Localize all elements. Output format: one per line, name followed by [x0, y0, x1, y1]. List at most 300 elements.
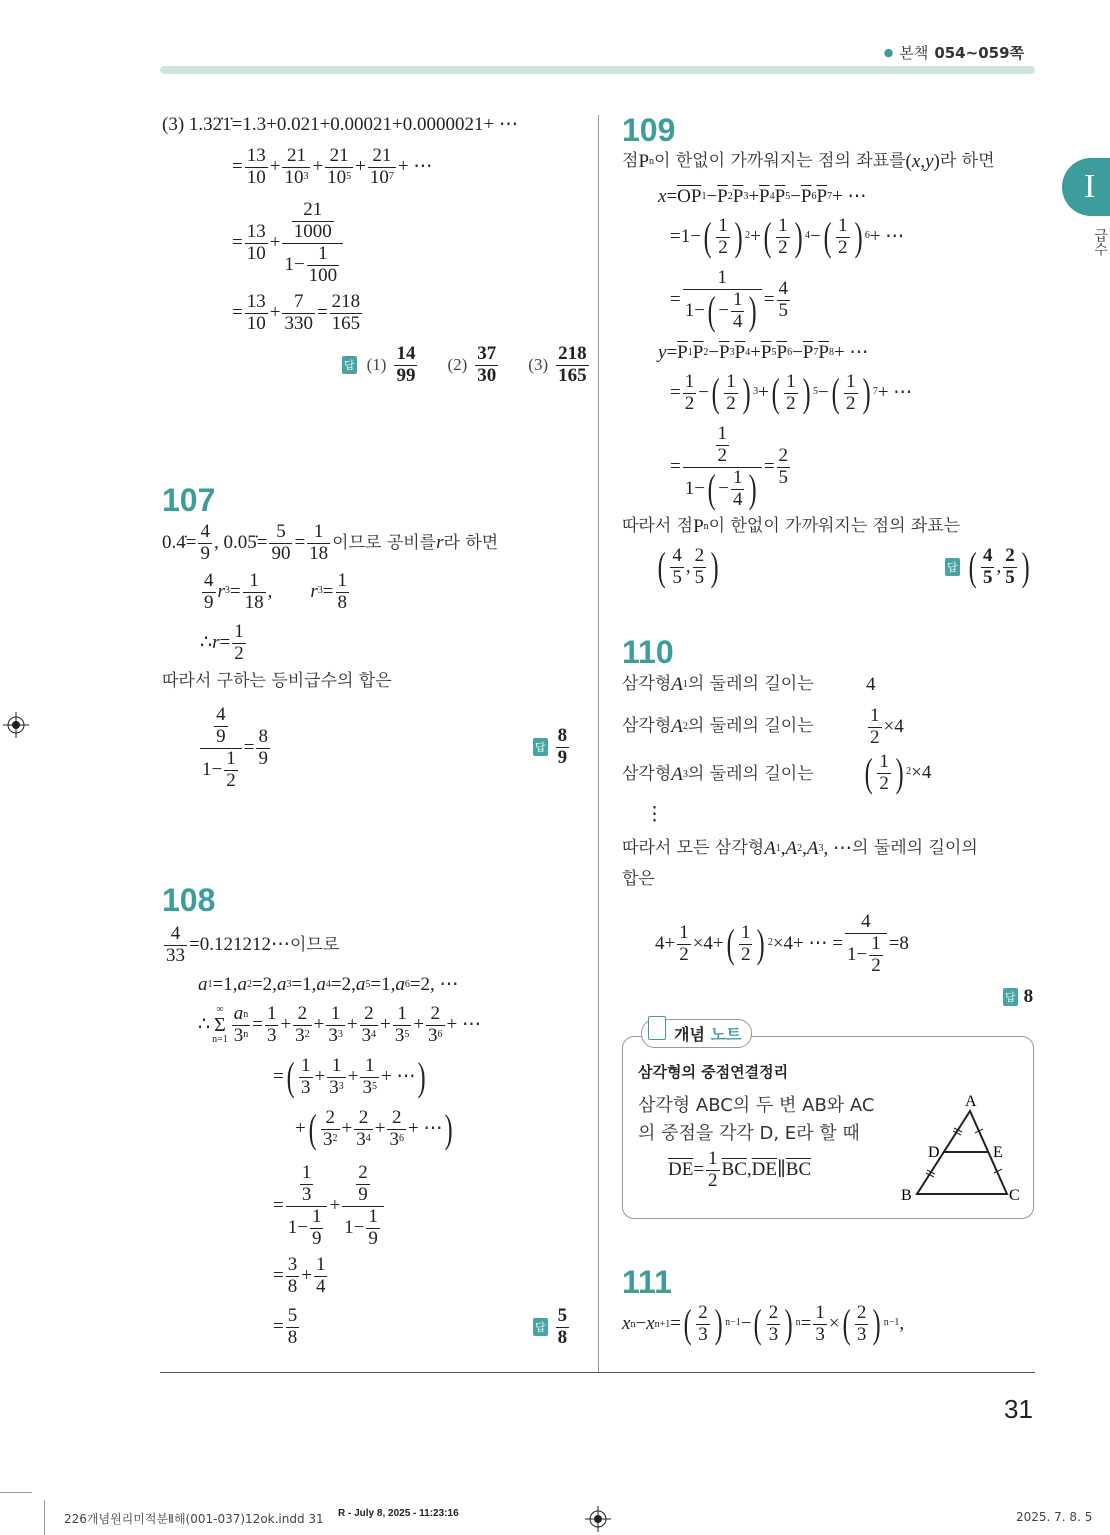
- overline-segment: $\overline{P}$: [760, 342, 772, 363]
- math-text: −: [740, 1313, 752, 1335]
- subscript: 2: [797, 843, 803, 855]
- math-text: 3: [856, 1323, 867, 1345]
- math-text: 1: [778, 215, 788, 236]
- numerator: [368, 146, 396, 168]
- math-text: 10: [246, 242, 266, 264]
- superscript: n−1: [725, 1316, 741, 1328]
- subscript: 3: [743, 191, 749, 203]
- subscript: 3: [286, 979, 292, 991]
- answer-fraction: [394, 344, 417, 387]
- parenthesized-group: [966, 546, 1032, 589]
- math-variable: A: [671, 716, 683, 737]
- math-text: 218: [331, 291, 361, 312]
- page-range: 054~059쪽: [934, 44, 1024, 62]
- math-text: 1: [364, 1055, 375, 1076]
- math-text: +: [312, 156, 324, 178]
- parenthesized-group: [840, 1303, 884, 1346]
- superscript: 6: [398, 1132, 404, 1144]
- math-text: 2: [430, 1003, 441, 1024]
- math-text: ∴: [198, 1014, 211, 1036]
- fraction: [393, 1004, 412, 1047]
- superscript: 2: [745, 229, 751, 241]
- p106-answer: [342, 344, 591, 387]
- math-variable: a: [237, 974, 247, 995]
- fraction: [366, 1207, 380, 1250]
- denominator: [336, 593, 350, 614]
- denominator: 99: [396, 364, 416, 386]
- math-text: + ⋯: [397, 156, 433, 178]
- fraction: [286, 1255, 300, 1298]
- parenthesized-group: [751, 1303, 795, 1346]
- math-text: ,: [267, 581, 311, 603]
- fraction: [232, 1004, 251, 1047]
- fraction: [307, 522, 330, 565]
- superscript: 7: [872, 385, 878, 397]
- math-text: =: [763, 289, 775, 311]
- math-text: 2: [838, 236, 848, 258]
- answer-fraction: [556, 344, 589, 387]
- denominator: [868, 728, 882, 749]
- math-text: 1: [311, 1205, 322, 1227]
- subscript: 2: [727, 191, 733, 203]
- numerator: [200, 705, 242, 749]
- korean-text: 삼각형: [622, 764, 672, 785]
- parenthesized-group: [705, 290, 760, 333]
- fraction: [356, 1163, 370, 1206]
- math-text: 1: [301, 1055, 311, 1076]
- superscript: 3: [337, 1028, 343, 1040]
- math-text: +: [269, 302, 281, 324]
- parenthesized-group: [821, 216, 865, 259]
- denominator: [245, 168, 268, 189]
- math-text: −: [792, 342, 803, 363]
- math-text: =: [232, 302, 243, 324]
- denominator: [325, 168, 353, 189]
- chapter-tab[interactable]: I: [1062, 158, 1110, 216]
- math-variable: a: [395, 974, 405, 995]
- left-paren: (: [286, 1054, 295, 1100]
- math-text: 1: [717, 267, 728, 288]
- numerator: [286, 1163, 328, 1207]
- math-variable: y: [658, 342, 667, 363]
- denominator: [232, 644, 246, 665]
- math-text: +: [748, 186, 760, 207]
- denominator: [731, 490, 745, 511]
- math-text: 330: [284, 312, 313, 334]
- numerator: [776, 216, 790, 238]
- overline-segment: $\overline{P}$: [677, 342, 688, 363]
- math-text: =1,: [212, 974, 238, 995]
- p109-line-7: [670, 424, 792, 511]
- answer-badge: 답: [1003, 988, 1018, 1006]
- fraction: [784, 372, 798, 415]
- math-variable: a: [233, 1003, 244, 1024]
- label-b: B: [901, 1187, 912, 1204]
- p109-line-3: [670, 216, 904, 259]
- math-text: 1: [226, 747, 236, 769]
- math-text: 2: [1005, 545, 1015, 566]
- problem-111-heading: 111: [622, 1264, 672, 1300]
- math-text: 1−: [287, 1216, 308, 1238]
- math-text: 1: [397, 1003, 407, 1024]
- math-text: 4: [672, 545, 682, 566]
- math-text: 2: [778, 236, 788, 258]
- math-text: +: [374, 1118, 386, 1140]
- p109-answer: [945, 546, 1032, 589]
- fraction: [245, 292, 268, 335]
- math-text: =2,: [330, 974, 356, 995]
- math-text: ×4: [911, 762, 932, 784]
- fraction: [813, 1303, 827, 1346]
- subscript: 4: [325, 979, 331, 991]
- numerator: [356, 1163, 370, 1185]
- right-paren: ): [445, 1106, 454, 1152]
- subscript: 2: [682, 721, 688, 733]
- math-variable: A: [806, 838, 819, 859]
- math-text: 2: [871, 954, 881, 976]
- math-text: 1: [740, 921, 751, 943]
- denominator: [706, 1171, 720, 1192]
- overline-segment: $\overline{BC}$: [721, 1159, 747, 1181]
- p106-line-2: [232, 146, 432, 189]
- numerator: [314, 1255, 328, 1277]
- p110-value-2: [866, 706, 904, 749]
- math-text: 1: [726, 371, 736, 392]
- fraction: [731, 290, 745, 333]
- p110-row-3: [622, 764, 814, 786]
- right-paren: ): [862, 370, 871, 416]
- numerator: [336, 571, 350, 593]
- fraction: [342, 1163, 384, 1250]
- fraction: [354, 1108, 373, 1151]
- numerator: [706, 1149, 720, 1171]
- denominator: [198, 544, 212, 565]
- fraction: [1003, 546, 1017, 589]
- subscript: n: [649, 156, 655, 168]
- subscript: 3: [682, 769, 688, 781]
- math-text: 3: [356, 1128, 366, 1150]
- p108-line-4: [273, 1056, 429, 1099]
- column-divider: [598, 115, 599, 1373]
- overline-segment: $\overline{P}$: [802, 342, 814, 363]
- footer-date: 2025. 7. 8. 5: [1016, 1510, 1093, 1524]
- math-text: =: [243, 737, 255, 759]
- subscript: 2: [246, 979, 252, 991]
- math-text: 4: [315, 1275, 326, 1297]
- math-text: −: [718, 299, 729, 321]
- denominator: [855, 1325, 869, 1346]
- p110-value-1: [866, 674, 876, 696]
- korean-text: 의 둘레의 길이는: [687, 764, 814, 785]
- fraction: [677, 923, 691, 966]
- fraction: [683, 424, 762, 511]
- denominator: [677, 945, 691, 966]
- numerator: [716, 424, 730, 446]
- numerator: [777, 279, 791, 301]
- fraction: [696, 1303, 710, 1346]
- parenthesized-group: [709, 372, 753, 415]
- numerator: [868, 706, 882, 728]
- overline-segment: $\overline{P}$: [692, 342, 704, 363]
- math-text: −: [809, 226, 821, 248]
- fraction: [844, 372, 858, 415]
- numerator: [282, 292, 315, 314]
- math-text: ×4: [883, 716, 904, 738]
- overline-segment: $\overline{DE}$: [668, 1159, 694, 1181]
- numerator: [360, 1056, 379, 1078]
- denominator: [696, 1325, 710, 1346]
- left-paren: (: [771, 370, 780, 416]
- math-text: 2: [358, 1107, 369, 1128]
- numerator: [307, 522, 330, 544]
- numerator: [292, 200, 334, 222]
- math-text: 2: [684, 392, 695, 414]
- denominator: [845, 934, 887, 977]
- parenthesized-group: [769, 372, 813, 415]
- fraction: [767, 1303, 781, 1346]
- fraction: [282, 200, 343, 287]
- math-text: 1000: [293, 220, 332, 242]
- right-paren: ): [873, 1301, 882, 1347]
- math-variable: A: [671, 674, 683, 695]
- math-text: 90: [271, 542, 291, 564]
- math-text: 5: [1005, 566, 1015, 588]
- p108-answer: [533, 1306, 571, 1349]
- denominator: [256, 749, 270, 770]
- math-text: 21: [303, 199, 323, 220]
- numerator: [265, 1004, 279, 1026]
- math-variable: r: [212, 632, 220, 654]
- math-text: + ⋯: [832, 186, 867, 207]
- p110-answer: [1003, 986, 1033, 1008]
- denominator: [307, 544, 330, 565]
- math-text: 3: [233, 1024, 244, 1046]
- math-text: 1: [337, 570, 347, 591]
- math-text: 9: [200, 542, 210, 564]
- left-paren: (: [683, 1301, 692, 1347]
- denominator: [368, 168, 396, 189]
- denominator: [716, 446, 730, 467]
- math-text: +: [269, 156, 281, 178]
- denominator: [813, 1325, 827, 1346]
- math-text: 9: [311, 1227, 322, 1249]
- math-text: 10: [369, 166, 389, 188]
- overline-segment: $\overline{BC}$: [785, 1159, 812, 1181]
- math-text: 1−: [684, 299, 705, 321]
- denominator: 8: [557, 1326, 568, 1348]
- left-paren: (: [726, 921, 735, 967]
- math-text: =: [273, 1316, 284, 1338]
- denominator: [286, 1328, 300, 1349]
- math-text: 1: [330, 1003, 341, 1024]
- fraction: [360, 1004, 379, 1047]
- math-text: 2: [364, 1003, 374, 1024]
- book-label: 본책: [899, 44, 929, 62]
- p108-line-8: [273, 1306, 301, 1349]
- subscript: 7: [827, 191, 833, 203]
- fraction: [845, 912, 887, 977]
- math-text: 3: [295, 1024, 305, 1046]
- math-text: 2: [718, 236, 728, 258]
- p108-line-3: [198, 1004, 481, 1047]
- math-text: 3: [323, 1128, 333, 1150]
- math-variable: A: [785, 838, 798, 859]
- math-text: 9: [216, 725, 226, 747]
- left-paren: (: [831, 370, 840, 416]
- footer-file: 226개념원리미적분Ⅱ해(001-037)12ok.indd 31: [64, 1512, 324, 1526]
- math-text: 5: [694, 566, 705, 588]
- parenthesized-group: [701, 216, 745, 259]
- p107-line-1: [162, 522, 498, 565]
- numerator: [683, 372, 697, 394]
- fraction: [368, 146, 396, 189]
- math-variable: x: [658, 186, 667, 207]
- badge-text: 개념: [674, 1025, 705, 1044]
- label-a: A: [965, 1093, 977, 1110]
- math-text: 3: [329, 1076, 339, 1098]
- math-text: + ⋯: [446, 1014, 482, 1036]
- math-text: ,: [899, 1313, 905, 1335]
- korean-text: 라 하면: [443, 532, 499, 553]
- p109-line-2: [658, 186, 867, 208]
- fraction: [202, 571, 216, 614]
- denominator: [342, 1207, 384, 1250]
- math-text: 2: [708, 1169, 718, 1191]
- math-text: 18: [244, 591, 264, 613]
- math-text: 1−: [202, 758, 223, 780]
- math-text: 2: [297, 1003, 308, 1024]
- parenthesized-group: [705, 468, 760, 511]
- math-text: 13: [246, 220, 266, 242]
- superscript: 2: [906, 765, 912, 777]
- overline-segment: $\overline{P}$: [759, 186, 770, 207]
- p107-line-4: [162, 672, 392, 692]
- math-text: ,: [780, 838, 786, 859]
- math-text: +: [347, 1066, 359, 1088]
- p106-line-4: [232, 292, 364, 335]
- denominator: [321, 1130, 340, 1151]
- numerator: [245, 292, 268, 314]
- math-text: 9: [204, 591, 214, 613]
- denominator: [731, 312, 745, 333]
- math-text: =0.121212⋯: [189, 934, 290, 956]
- denominator: [326, 1026, 345, 1047]
- korean-text: 의 둘레의 길이는: [687, 674, 814, 695]
- fraction: [300, 1163, 314, 1206]
- subscript: 5: [785, 191, 791, 203]
- concept-title: 삼각형의 중점연결정리: [638, 1063, 789, 1081]
- numerator: [716, 216, 730, 238]
- math-text: 3: [389, 1128, 399, 1150]
- subscript: 1: [775, 843, 781, 855]
- math-text: 8: [258, 725, 268, 747]
- numerator: [232, 1004, 251, 1026]
- denominator: [836, 238, 850, 259]
- subscript: 1: [207, 979, 213, 991]
- parenthesized-group: [829, 372, 873, 415]
- superscript: 4: [365, 1132, 371, 1144]
- fraction: [731, 468, 745, 511]
- korean-text: 점: [622, 151, 639, 172]
- math-text: −: [698, 382, 709, 404]
- left-paren: (: [823, 214, 832, 260]
- numerator: [325, 146, 353, 168]
- numerator: [214, 705, 228, 727]
- p108-line-1: [162, 924, 339, 967]
- p106-line-1: [162, 114, 518, 136]
- math-text: + ⋯: [380, 1066, 416, 1088]
- superscript: 3: [753, 385, 759, 397]
- fraction: [387, 1108, 406, 1151]
- denominator: [245, 314, 268, 335]
- concept-formula: [668, 1149, 811, 1192]
- right-paren: ): [418, 1054, 427, 1100]
- subscript: 3: [729, 347, 735, 359]
- math-text: ∥: [776, 1159, 786, 1181]
- math-text: =1,: [291, 974, 317, 995]
- subscript: 1: [701, 191, 707, 203]
- math-text: −: [706, 186, 718, 207]
- fraction: [693, 546, 707, 589]
- math-text: 5: [287, 1305, 298, 1326]
- denominator: [844, 394, 858, 415]
- denominator: [310, 1229, 324, 1250]
- numerator: [855, 1303, 869, 1325]
- crop-mark: [0, 1492, 32, 1493]
- denominator: [360, 1078, 379, 1099]
- numerator: [683, 268, 762, 290]
- math-text: ×4+: [692, 933, 724, 955]
- subscript: n: [703, 521, 709, 533]
- math-variable: r: [436, 532, 444, 554]
- math-text: =: [232, 156, 243, 178]
- label-d: D: [928, 1144, 940, 1161]
- concept-note-box: [622, 1025, 1034, 1219]
- math-text: 2: [226, 769, 236, 791]
- math-text: 1: [266, 1003, 277, 1024]
- crop-mark: [44, 1500, 45, 1535]
- footer-stamp: R - July 8, 2025 - 11:23:16: [338, 1508, 459, 1519]
- math-text: 21: [329, 145, 349, 166]
- math-text: (3) 1.32̇1̇=1.3+0.021+0.00021+0.0000021+ ⋯: [162, 114, 518, 135]
- math-text: 13: [246, 145, 266, 166]
- right-paren: ): [710, 544, 719, 590]
- math-text: =: [666, 186, 678, 207]
- fraction: [307, 244, 340, 287]
- fraction: [200, 705, 242, 792]
- math-text: +: [314, 1066, 326, 1088]
- math-text: 8: [287, 1326, 298, 1348]
- page-number: 31: [1004, 1394, 1033, 1424]
- math-text: 4: [732, 488, 743, 510]
- p108-line-7: [273, 1255, 329, 1298]
- math-text: 5: [982, 566, 993, 588]
- subscript: 2: [703, 347, 709, 359]
- fraction: [232, 622, 246, 665]
- numerator: [310, 1207, 324, 1229]
- fraction: [739, 923, 753, 966]
- math-variable: r: [310, 581, 318, 603]
- math-text: 1: [331, 1055, 342, 1076]
- fraction: [293, 1004, 312, 1047]
- superscript: 6: [437, 1028, 443, 1040]
- overline-segment: $\overline{P}$: [816, 186, 828, 207]
- numerator: [813, 1303, 827, 1325]
- numerator: [670, 546, 684, 568]
- fraction: [670, 546, 684, 589]
- fraction: [776, 216, 790, 259]
- denominator: [282, 244, 343, 287]
